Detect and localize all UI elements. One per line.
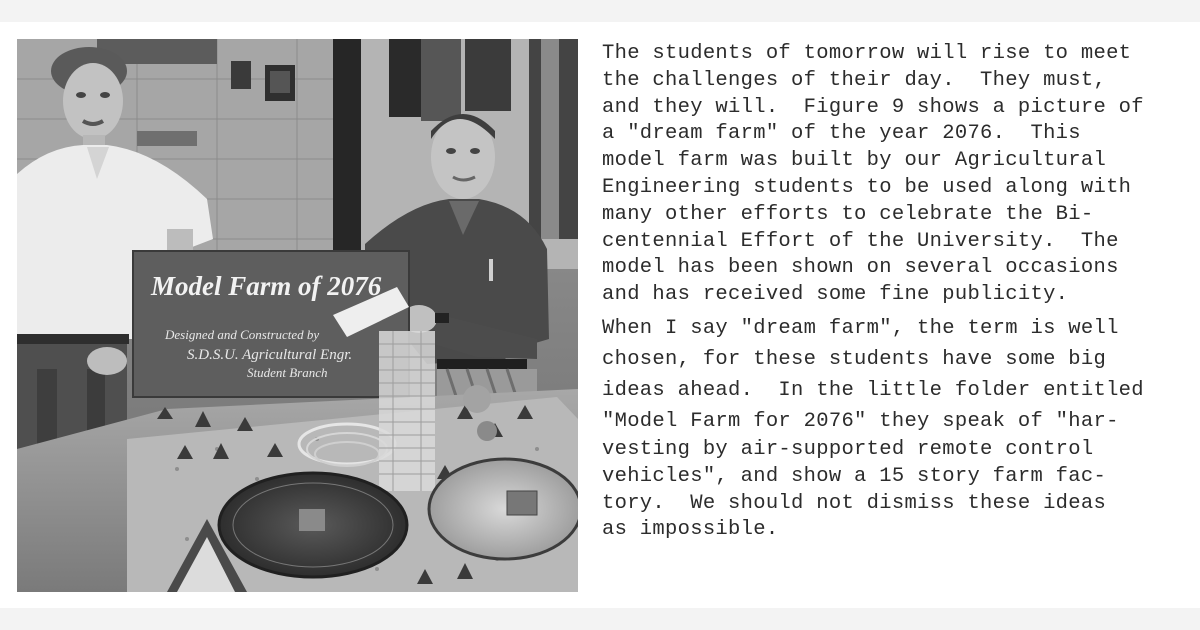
text-line: When I say "dream farm", the term is well bbox=[602, 316, 1119, 340]
sign-title: Model Farm of 2076 bbox=[151, 271, 382, 301]
model-farm-photo bbox=[17, 39, 578, 592]
text-line: ideas ahead. In the little folder entitled bbox=[602, 378, 1144, 402]
text-line: and they will. Figure 9 shows a picture of bbox=[602, 95, 1144, 119]
text-line: chosen, for these students have some big bbox=[602, 347, 1107, 371]
text-line: a "dream farm" of the year 2076. This bbox=[602, 122, 1081, 146]
text-line: centennial Effort of the University. The bbox=[602, 229, 1119, 253]
text-line: The students of tomorrow will rise to meet bbox=[602, 42, 1132, 65]
text-line: vehicles", and show a 15 story farm fac- bbox=[602, 464, 1107, 488]
sign-line-1: Designed and Constructed by bbox=[165, 327, 320, 342]
document-page bbox=[0, 22, 1200, 608]
model-farm-sign bbox=[133, 251, 409, 397]
text-line: "Model Farm for 2076" they speak of "har- bbox=[602, 409, 1119, 433]
text-line: model has been shown on several occasions bbox=[602, 256, 1119, 280]
text-line: vesting by air-supported remote control bbox=[602, 437, 1094, 461]
text-line: tory. We should not dismiss these ideas bbox=[602, 491, 1107, 515]
text-line: many other efforts to celebrate the Bi- bbox=[602, 202, 1094, 226]
sign-line-2: S.D.S.U. Agricultural Engr. bbox=[187, 347, 353, 363]
text-line: model farm was built by our Agricultural bbox=[602, 149, 1107, 173]
text-line: Engineering students to be used along with bbox=[602, 175, 1132, 199]
text-line: and has received some fine publicity. bbox=[602, 283, 1069, 307]
body-text bbox=[602, 41, 1192, 544]
sign-line-3: Student Branch bbox=[247, 365, 328, 380]
text-line: the challenges of their day. They must, bbox=[602, 68, 1107, 92]
text-line: as impossible. bbox=[602, 518, 779, 542]
